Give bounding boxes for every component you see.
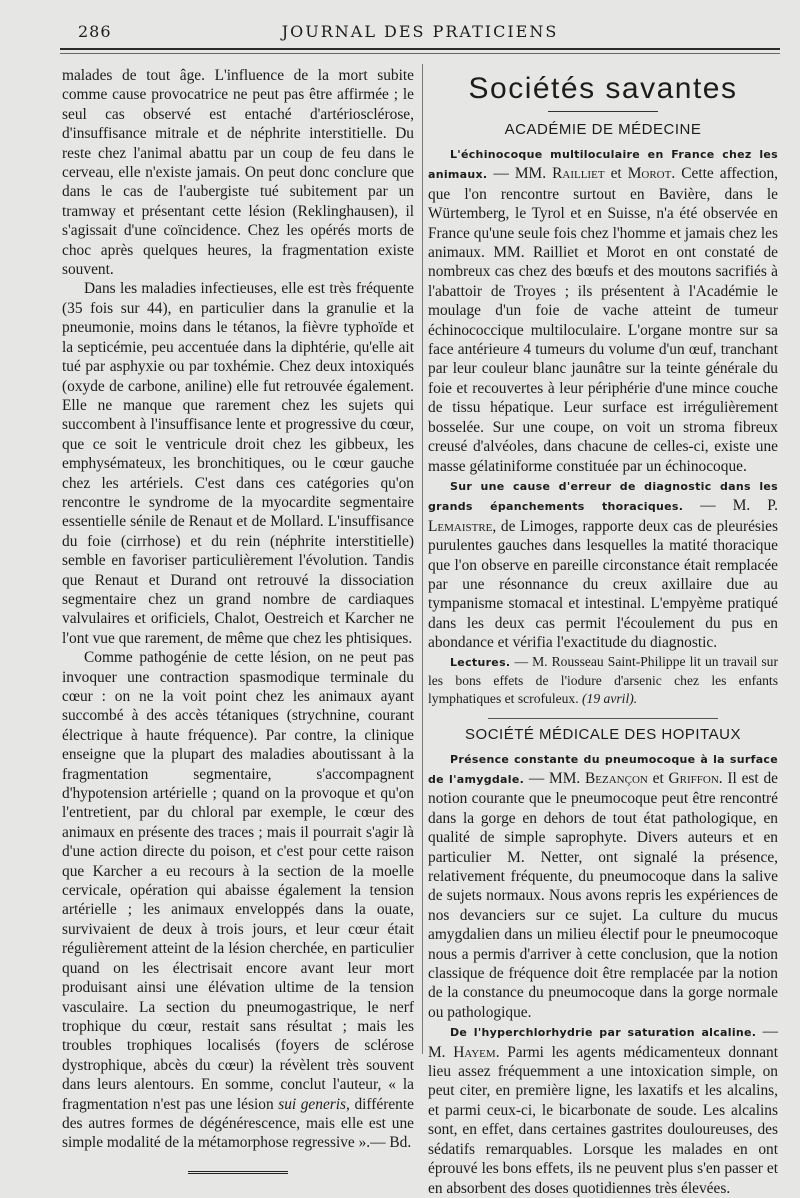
pathogenesis-text: Comme pathogénie de cette lésion, on ne peut pas invoquer une contraction spasmodique terminale du cœur : on ne la voit point chez les animaux ayant succombé à des accès tétaniques (strychnine, courant électrique à haute fréquence). Par contre, la clinique enseigne que la plupart des maladies aboutissant à la fragmentation segmentaire, s'accompagnent d'hypotension artérielle ; quand on la provoque et qu'on l'entretient, par du chloral par exemple, le cœur des animaux en présente des traces ; mais il pourrait s'agir là d'une action directe du poison, et c'est pour cette raison que Karcher a eu recours à la section de la moelle cervicale, opération qui abaisse également la tension artérielle ; les animaux enveloppés dans la ouate, survivaient de deux à trois jours, et leur cœur était régulièrement atteint de la lésion cherchée, en particulier quand on les électrisait encore avant leur mort produisant ainsi une élévation ultime de la tension vasculaire. La section du pneumogastrique, le nerf trophique du cœur, restait sans résultat ; mais les troubles trophiques localisés (foyers de sclérose dystrophique, abcès du cœur) la révèlent très souvent dans leurs alentours. En somme, conclut l'auteur, « la fragmentation n'est pas une lésion	[62, 649, 414, 1113]
column-divider	[422, 64, 423, 1054]
title-rule	[548, 111, 658, 112]
journal-title: JOURNAL DES PRATICIENS	[281, 22, 559, 41]
report-text: . Il est de notion courante que le pneumocoque peut être rencontré dans la gorge en dehors de tout état pathologique, en qualité de simple saprophyte. Divers auteurs et en particulier M. Netter, ont signalé la présence, relativement fréquente, du pneumocoque dans la salive de sujets normaux. Nous avons repris les expériences de nos devanciers sur ce sujet. La culture du mucus amygdalien dans un milieu électif pour le pneumocoque nous a permis d'arriver à cette conclusion, que la notion classique de fréquence doit être remplacée par la notion de la constance du pneumocoque dans la gorge normale ou pathologique.	[428, 769, 778, 1021]
report-text: , de Limoges, rapporte deux cas de pleurésies purulentes gauches dans lesquelles la matité thoracique que l'on observe en pareille circonstance était remplacée par une résonnance du creux axillaire due au tympanisme stomacal et intestinal. L'empyème pratiqué dans les deux cas permit l'écoulement du pus en abondance et vérifia l'exactitude du diagnostic.	[428, 517, 778, 652]
author-name: Morot	[627, 165, 672, 183]
paragraph-pathogenesis	[62, 648, 414, 1153]
section-separator	[488, 718, 718, 719]
header-rule	[60, 53, 780, 54]
paragraph-infectious-diseases: Dans les maladies infectieuses, elle est très fréquente (35 fois sur 44), en particulier dans la granulie et la pneumonie, moins dans le tétanos, la fièvre typhoïde et la septicémie, peu accentuée dans la diphtérie, qu'elle ait tué par asphyxie ou par toxhémie. Chez deux intoxiqués (oxyde de carbone, aniline) elle fut retrouvée également. Elle ne manque que rarement chez les sujets qui succombent à l'insuffisance lente et progressive du cœur, que ce soit le ventricule droit chez les gibbeux, les emphysémateux, les bronchitiques, ou le cœur gauche chez les artériels. C'est dans ces catégories qu'on rencontre le syndrome de la myocardite segmentaire essentielle sénile de Renaut et de Mollard. L'insuffisance du foie (cirrhose) et du rein (néphrite interstitielle) semble en favoriser particulièrement l'évolution. Tandis que Renaut et Durand ont retrouvé la dissociation segmentaire chez un grand nombre de cardiaques valvulaires et orificiels, Chalot, Oestreich et Karcher ne l'ont vue que rarement, de même que chez les phtisiques.	[62, 280, 414, 647]
paragraph-continued: malades de tout âge. L'influence de la mort subite comme cause provocatrice ne peut pas être affirmée ; le seul cas observé est entaché d'artériosclérose, d'insuffisance mitrale et de néphrite interstitielle. Du reste chez l'animal abattu par un coup de feu dans le cerveau, elle n'existe jamais. On peut donc conclure que dans le cas de l'aubergiste tué subitement par un tramway et présentant cette lésion (Reklinghausen), il s'agissait d'une coïncidence. Chez les opérés morts de choc après quelques heures, la fragmentation existe souvent.	[62, 67, 414, 279]
author-separator: et	[604, 165, 628, 183]
report-lectures	[428, 653, 778, 708]
report-pneumocoque	[428, 749, 778, 1023]
report-diagnostic	[428, 476, 778, 653]
author-name: Bezançon	[585, 769, 648, 787]
report-text: . Parmi les agents médicamenteux donnant lieu assez fréquemment a une intoxication simple, on peut citer, en première ligne, les laxatifs et les alcalins, et parmi ceux-ci, le bicarbonate de soude. Les alcalins sont, en effet, dans certaines gastrites douloureuses, des sédatifs remarquables. Lorsque les malades en ont éprouvé les bons effets, ils ne peuvent plus s'en passer et en absorbent des doses quotidiennes très élevées.	[428, 1043, 778, 1197]
report-text: . Cette affection, que l'on rencontre surtout en Bavière, dans le Würtemberg, le Tyrol et en Suisse, n'a été observée en France qu'une seule fois chez l'homme et jamais chez les animaux. MM. Railliet et Morot en ont constaté de nombreux cas chez des bœufs et des moutons sacrifiés à l'abattoir de Troyes ; ils présentent à l'Académie le moulage d'un foie de vache atteint de tumeur échinococcique multiloculaire. L'organe montre sur sa face antérieure 4 tumeurs du volume d'un œuf, tranchant par leur couleur blanc jaunâtre sur la teinte générale du foie et recouvertes à leur périphérie d'une mince couche de tissu hépatique. Leur surface est irrégulièrement bosselée. Sur une coupe, on voit un stroma fibreux creusé d'alvéoles, dans chacune de celles-ci, existe une masse gélatiniforme constituée par un échinocoque.	[428, 165, 778, 475]
report-echinocoque	[428, 144, 778, 476]
report-prefix: — MM.	[487, 165, 553, 183]
left-column	[62, 66, 414, 1176]
author-name: Lemaistre	[428, 517, 493, 535]
report-heading: L'échinocoque multiloculaire en France chez les animaux.	[428, 148, 778, 182]
academie-title: ACADÉMIE DE MÉDECINE	[504, 121, 702, 138]
report-heading: Lectures.	[450, 655, 511, 669]
pathogenesis-text-end: , différente des autres formes de dégénérescence, mais elle est une simple modalité de la métamorphose regressive ».— Bd.	[62, 1095, 414, 1152]
page-header	[60, 20, 780, 50]
page-number: 286	[78, 22, 112, 41]
report-text: — M. Rousseau Saint-Philippe lit un travail sur les bons effets de l'iodure d'arsenic chez les enfants lymphatiques et scrofuleux.	[428, 653, 778, 706]
report-heading: Sur une cause d'erreur de diagnostic dans les grands épanchements thoraciques.	[428, 479, 778, 514]
report-date: (19 avril).	[582, 690, 638, 706]
article-end-rule	[188, 1171, 288, 1176]
report-hyperchlorhydrie	[428, 1022, 778, 1198]
report-heading: Présence constante du pneumocoque à la surface de l'amygdale.	[428, 752, 778, 786]
report-heading: De l'hyperchlorhydrie par saturation alcaline.	[450, 1026, 757, 1040]
report-prefix: — MM.	[524, 769, 586, 787]
report-prefix: — M.	[428, 1023, 778, 1061]
report-prefix: — M. P.	[683, 497, 779, 515]
author-name: Railliet	[552, 165, 605, 183]
right-column	[428, 66, 778, 1198]
author-name: Griffon	[668, 769, 719, 787]
societes-savantes-title: Sociétés savantes	[468, 72, 738, 105]
author-name: Hayem	[453, 1043, 496, 1061]
author-separator: et	[647, 769, 669, 787]
hopitaux-title: SOCIÉTÉ MÉDICALE DES HOPITAUX	[465, 725, 741, 743]
pathogenesis-italic: sui generis	[278, 1095, 347, 1113]
